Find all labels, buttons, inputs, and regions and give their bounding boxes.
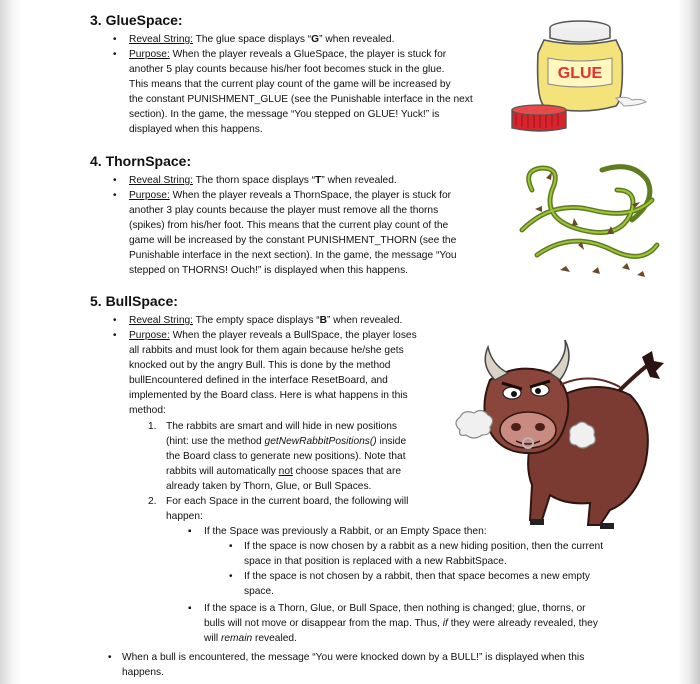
- glue-reveal-line: Reveal String: The glue space displays “G” when revealed.: [129, 34, 395, 45]
- item1-line: The rabbits are smart and will hide in new positions: [166, 421, 398, 432]
- thorn-purpose-line: Purpose: When the player reveals a ThornSpace, the player is stuck for: [129, 190, 452, 201]
- bullet: •: [229, 541, 233, 552]
- subsub1-line: If the space is now chosen by a rabbit as a new hiding position, then the current: [244, 541, 604, 552]
- thorn-reveal-line: Reveal String: The thorn space displays “T” when revealed.: [129, 175, 397, 186]
- sub2-line: bulls will not move or disappear from the map. Thus, if they were already revealed, they: [204, 618, 598, 629]
- final-line: happens.: [122, 667, 164, 678]
- bull-text-line: bullEncountered defined in the interface ResetBoard, and: [129, 375, 388, 386]
- bullet: •: [113, 49, 117, 60]
- glue-text-line: displayed when this happens.: [129, 124, 263, 135]
- bullet: •: [113, 330, 117, 341]
- bull-text-line: knocked out by the angry Bull. This is done by the method: [129, 360, 391, 371]
- page-shadow-left: [0, 0, 22, 684]
- sub1-line: If the Space was previously a Rabbit, or an Empty Space then:: [204, 526, 487, 537]
- glue-text-line: the constant PUNISHMENT_GLUE (see the Punishable interface in the next: [129, 94, 473, 105]
- subsub2-line: space.: [244, 586, 275, 597]
- glue-purpose-line: Purpose: When the player reveals a GlueSpace, the player is stuck for: [129, 49, 447, 60]
- item2-line: happen:: [166, 511, 203, 522]
- bull-purpose-line: Purpose: When the player reveals a BullSpace, the player loses: [129, 330, 417, 341]
- bull-heading: 5. BullSpace:: [90, 293, 178, 309]
- item2-line: For each Space in the current board, the following will: [166, 496, 409, 507]
- thorn-text-line: (spikes) from his/her foot. This means that the current play count of the: [129, 220, 449, 231]
- bull-reveal-line: Reveal String: The empty space displays “B” when revealed.: [129, 315, 403, 326]
- bull-text-line: implemented by the Board class. Here is what happens in this: [129, 390, 408, 401]
- list-number: 1.: [148, 421, 157, 432]
- svg-text:GLUE: GLUE: [557, 65, 603, 82]
- thorn-text-line: another 3 play counts because the player must remove all the thorns: [129, 205, 439, 216]
- bullet: •: [108, 652, 112, 663]
- glue-text-line: This means that the current play count of the game will be increased by: [129, 79, 451, 90]
- sub2-line: If the space is a Thorn, Glue, or Bull Space, then nothing is changed; glue, thorns, or: [204, 603, 586, 614]
- bullet: •: [229, 571, 233, 582]
- item1-line: already taken by Thorn, Glue, or Bull Spaces.: [166, 481, 372, 492]
- glue-heading: 3. GlueSpace:: [90, 12, 183, 28]
- item1-not-line: rabbits will automatically not choose spaces that are: [166, 466, 402, 477]
- bullet: •: [113, 315, 117, 326]
- bull-text-line: method:: [129, 405, 166, 416]
- bullet: •: [113, 175, 117, 186]
- page-shadow-right: [678, 0, 700, 684]
- thorn-text-line: stepped on THORNS! Ouch!” is displayed when this happens.: [129, 265, 408, 276]
- bullet: ▪: [188, 603, 192, 614]
- item1-hint-line: (hint: use the method getNewRabbitPositions() inside: [166, 436, 407, 447]
- thorn-text-line: game will be increased by the constant PUNISHMENT_THORN (see the: [129, 235, 457, 246]
- thorn-text-line: Punishable interface in the next section). In the game, the message “You: [129, 250, 457, 261]
- glue-text-line: section). In the game, the message “You stepped on GLUE! Yuck!” is: [129, 109, 440, 120]
- list-number: 2.: [148, 496, 157, 507]
- glue-jar-illustration: [500, 18, 650, 136]
- thorn-vine-illustration: [512, 160, 662, 285]
- bullet: •: [113, 34, 117, 45]
- angry-bull-illustration: [450, 335, 675, 530]
- glue-text-line: another 5 play counts because his/her foot becomes stuck in the glue.: [129, 64, 445, 75]
- sub2-line: will remain revealed.: [204, 633, 297, 644]
- bull-text-line: all rabbits and must look for them again because he/she gets: [129, 345, 404, 356]
- item1-line: the Board class to generate new positions). Note that: [166, 451, 406, 462]
- subsub1-line: space in that position is replaced with a new RabbitSpace.: [244, 556, 507, 567]
- thorn-heading: 4. ThornSpace:: [90, 153, 192, 169]
- bullet: ▪: [188, 526, 192, 537]
- subsub2-line: If the space is not chosen by a rabbit, then that space becomes a new empty: [244, 571, 591, 582]
- bullet: •: [113, 190, 117, 201]
- final-line: When a bull is encountered, the message “You were knocked down by a BULL!” is displayed when this: [122, 652, 585, 663]
